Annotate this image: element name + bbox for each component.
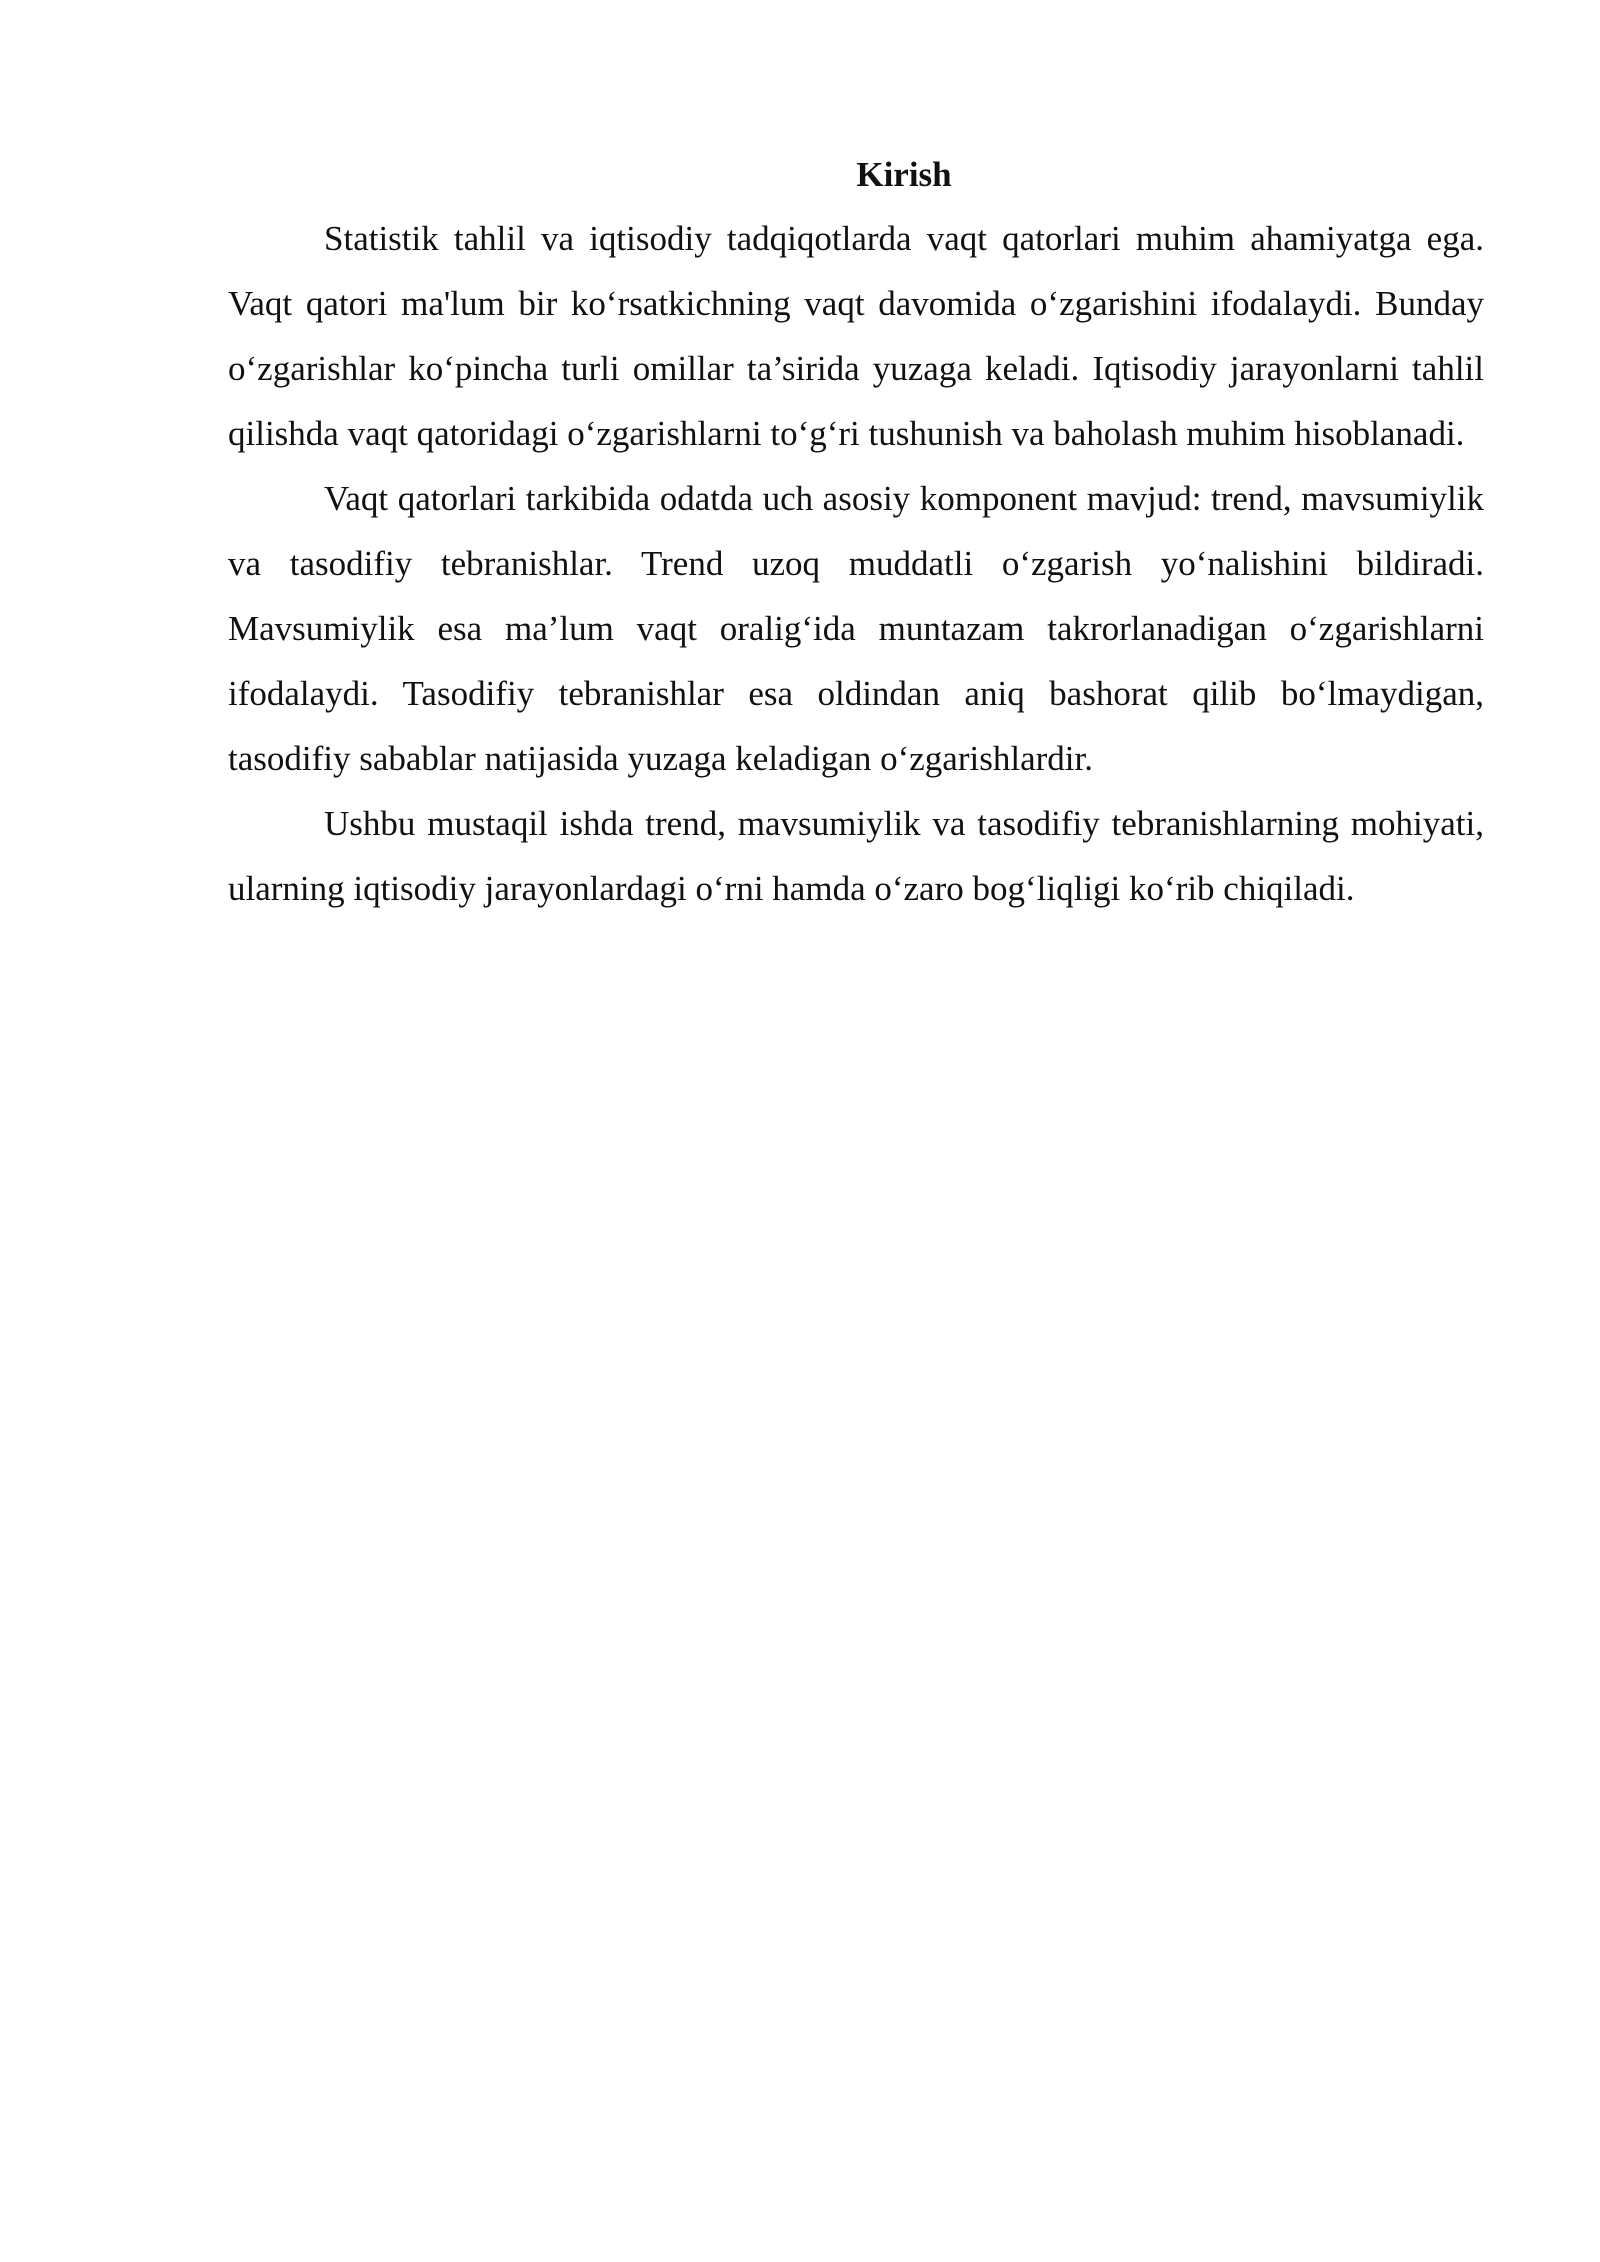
paragraph-2: Vaqt qatorlari tarkibida odatda uch asosiy komponent mavjud: trend, mavsumiylik va tasodifiy tebranishlar. Trend uzoq muddatli o‘zgarish yo‘nalishini bildiradi. Mavsumiylik esa ma’lum vaqt oralig‘ida muntazam takrorlanadigan o‘zgarishlarni ifodalaydi. Tasodifiy tebranishlar esa oldindan aniq bashorat qilib bo‘lmaydigan, tasodifiy sabablar natijasida yuzaga keladigan o‘zgarishlardir. xyxy=(228,479,1484,778)
paragraph-1: Statistik tahlil va iqtisodiy tadqiqotlarda vaqt qatorlari muhim ahamiyatga ega. Vaqt qatori ma'lum bir ko‘rsatkichning vaqt davomida o‘zgarishini ifodalaydi. Bunday o‘zgarishlar ko‘pincha turli omillar ta’sirida yuzaga keladi. Iqtisodiy jarayonlarni tahlil qilishda vaqt qatoridagi o‘zgarishlarni to‘g‘ri tushunish va baholash muhim hisoblanadi. xyxy=(228,219,1484,453)
section-heading: Kirish xyxy=(856,155,952,194)
document-body xyxy=(228,148,1484,921)
paragraph-3: Ushbu mustaqil ishda trend, mavsumiylik va tasodifiy tebranishlarning mohiyati, ularning iqtisodiy jarayonlardagi o‘rni hamda o‘zaro bog‘liqligi ko‘rib chiqiladi. xyxy=(228,804,1484,908)
